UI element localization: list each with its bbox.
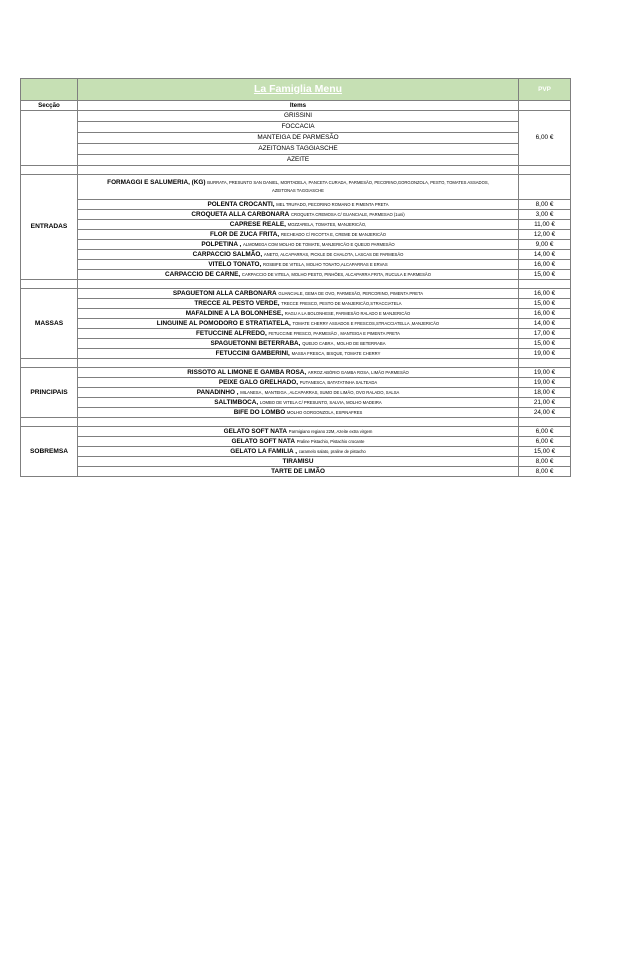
item-cell (78, 220, 519, 230)
section-name: ENTRADAS (21, 175, 78, 280)
item-name: FETUCCINI GAMBERINI, (215, 349, 290, 357)
item-name: TRECCE AL PESTO VERDE, (194, 299, 280, 307)
section-spacer (21, 359, 571, 368)
item-cell (78, 408, 519, 418)
item-price: 8,00 € (519, 457, 571, 467)
item-cell (78, 289, 519, 299)
menu-item-row (21, 427, 571, 437)
menu-item-row (21, 388, 571, 398)
starter-row (21, 144, 571, 155)
item-name: FLOR DE ZUCA FRITA, (209, 230, 280, 238)
menu-item-row (21, 368, 571, 378)
starter-item: AZEITE (78, 155, 519, 166)
starter-row (21, 111, 571, 122)
menu-sheet (20, 78, 570, 477)
section-name: SOBREMSA (21, 427, 78, 477)
item-name: GELATO SOFT NATA (231, 437, 295, 445)
item-name: CARPACCIO SALMÃO, (192, 250, 263, 258)
menu-item-row (21, 457, 571, 467)
item-price: 6,00 € (519, 437, 571, 447)
section-name: PRINCIPAIS (21, 368, 78, 418)
item-description: TOMATE CHERRY ASSADOS E FRESCOS,STRACCIATELLA ,MANJERICÃO (292, 320, 440, 326)
item-cell (78, 319, 519, 329)
item-description: MOZZARELA, TOMATES, MANJERICÃO, (287, 221, 367, 227)
menu-item-row (21, 200, 571, 210)
menu-item-row (21, 398, 571, 408)
item-cell (78, 437, 519, 447)
item-price: 21,00 € (519, 398, 571, 408)
item-name: SALTIMBOCA, (214, 398, 259, 406)
menu-item-row (21, 230, 571, 240)
item-description: caramelo salato, praline de pistacho (298, 448, 366, 454)
section-spacer (21, 418, 571, 427)
menu-item-row (21, 319, 571, 329)
section-header: Secção (21, 101, 78, 111)
menu-item-row (21, 339, 571, 349)
item-cell (78, 175, 519, 200)
item-price: 16,00 € (519, 260, 571, 270)
price-header: PVP (538, 85, 551, 93)
item-description: Parmigiano regiano 22M, Azeite extra virgem (288, 428, 373, 434)
item-price: 16,00 € (519, 289, 571, 299)
item-description: RECHEADO C/ RICOTTA E, CREME DE MANJERICÃO (280, 231, 387, 237)
menu-item-row (21, 329, 571, 339)
item-price: 14,00 € (519, 250, 571, 260)
item-cell (78, 447, 519, 457)
item-cell (78, 250, 519, 260)
item-name: SPAGUETONNI BETERRABA, (210, 339, 301, 347)
item-description: MOLHO GORGONZOLA, ESPINAFRES (286, 409, 363, 415)
item-name: CAPRESE REALE, (229, 220, 286, 228)
starter-row (21, 122, 571, 133)
item-name: TIRAMISU (282, 457, 314, 465)
section-spacer (21, 166, 571, 175)
menu-item-row (21, 349, 571, 359)
item-price: 12,00 € (519, 230, 571, 240)
item-price: 11,00 € (519, 220, 571, 230)
item-name: GELATO SOFT NATA (223, 427, 288, 435)
item-price: 15,00 € (519, 339, 571, 349)
items-header: Items (78, 101, 519, 111)
item-cell (78, 200, 519, 210)
item-cell (78, 329, 519, 339)
item-cell (78, 398, 519, 408)
menu-item-row (21, 408, 571, 418)
item-description: MILANESA , MANTEIGA , ALCAPARRAS, SUMO DE LIMÃO, OVO RALADO, SALSA (240, 389, 400, 395)
menu-item-row (21, 289, 571, 299)
item-name: BIFE DO LOMBO (233, 408, 286, 416)
item-price: 19,00 € (519, 368, 571, 378)
menu-item-row (21, 378, 571, 388)
item-name: PEIXE GALO GRELHADO, (218, 378, 299, 386)
item-description: MASSA FRESCA, BISQUE, TOMATE CHERRY (291, 350, 381, 356)
item-description: ALMOMEGA COM MOLHO DE TOMATE, MANJERICÃO E QUEIJO PARMESÃO (243, 241, 395, 247)
item-description: TRECCE FRESCO, PESTO DE MANJERICÃO,STRACCIATELA (281, 300, 402, 306)
menu-item-row (21, 175, 571, 200)
item-cell (78, 260, 519, 270)
item-name: GELATO LA FAMILIA , (230, 447, 297, 455)
item-cell (78, 309, 519, 319)
menu-item-row (21, 447, 571, 457)
item-price: 8,00 € (519, 200, 571, 210)
item-price: 14,00 € (519, 319, 571, 329)
item-price: 16,00 € (519, 309, 571, 319)
starter-item: FOCCACIA (78, 122, 519, 133)
item-price: 15,00 € (519, 270, 571, 280)
item-price: 3,00 € (519, 210, 571, 220)
starter-row (21, 133, 571, 144)
item-description: QUEIJO CABRA , MOLHO DE BETERRABA (302, 340, 386, 346)
item-price: 24,00 € (519, 408, 571, 418)
item-description: ARROZ ABÓRIO GAMBA ROSA, LIMÃO PARMESÃO (307, 369, 409, 375)
item-cell (78, 240, 519, 250)
item-description: CARPACCIO DE VITELA, MOLHO PESTO, PINHÕES, ALCAPARRA FRITA, RUCULA E PARMESÃO (241, 271, 431, 277)
menu-item-row (21, 309, 571, 319)
item-name: PANADINHO , (196, 388, 239, 396)
item-cell (78, 349, 519, 359)
starter-item: GRISSINI (78, 111, 519, 122)
item-cell (78, 457, 519, 467)
item-price: 19,00 € (519, 378, 571, 388)
item-price (519, 175, 571, 200)
starter-item: MANTEIGA DE PARMESÃO (78, 133, 519, 144)
item-name: MAFALDINE A LA BOLONHESE, (185, 309, 283, 317)
item-cell (78, 368, 519, 378)
item-price: 19,00 € (519, 349, 571, 359)
item-name: POLENTA CROCANTI, (207, 200, 275, 208)
item-description: Praline Pistachio, Pistachio crocante (296, 438, 365, 444)
item-name: VITELO TONATO, (208, 260, 262, 268)
item-name: CARPACCIO DE CARNE, (165, 270, 241, 278)
item-name: TARTE DE LIMÃO (271, 467, 325, 475)
item-cell (78, 299, 519, 309)
item-name: FETUCCINE ALFREDO, (196, 329, 267, 337)
starter-row (21, 155, 571, 166)
item-price: 18,00 € (519, 388, 571, 398)
item-price: 17,00 € (519, 329, 571, 339)
item-name: POLPETINA , (201, 240, 242, 248)
menu-table (20, 78, 571, 477)
item-cell (78, 467, 519, 477)
item-description: BURRATA, PRESUNTO SAN DANIEL, MORTADELA, PANCETA CURADA, PARMESÃO, PECORINO,GORGONZOLA, PESTO, TOMATES ASSADOS, AZEITONAS TAGGIASCHE (207, 180, 489, 193)
item-description: PUTANESCA, BATATATINHA SALTEADA (299, 379, 378, 385)
title-row (21, 79, 571, 101)
item-name: CROQUETA ALLA CARBONARA (191, 210, 290, 218)
section-spacer (21, 280, 571, 289)
menu-title-cell (78, 79, 519, 101)
menu-item-row (21, 220, 571, 230)
menu-title: La Famiglia Menu (253, 82, 343, 95)
starter-price: 6,00 € (519, 111, 571, 166)
item-price: 9,00 € (519, 240, 571, 250)
menu-item-row (21, 260, 571, 270)
item-price: 6,00 € (519, 427, 571, 437)
section-name: MASSAS (21, 289, 78, 359)
menu-item-row (21, 240, 571, 250)
menu-item-row (21, 210, 571, 220)
menu-item-row (21, 467, 571, 477)
menu-item-row (21, 299, 571, 309)
item-description: ANETO, ALCAPARRAS, PICKLE DE CHALOTA, LASCAS DE PARMESÃO (263, 251, 404, 257)
menu-item-row (21, 437, 571, 447)
item-price: 15,00 € (519, 299, 571, 309)
item-price: 15,00 € (519, 447, 571, 457)
item-description: FETUCCINE FRESCO, PARMESÃO , MANTEIGA E PIMENTA PRETA (268, 330, 400, 336)
item-name: RISSOTO AL LIMONE E GAMBA ROSA, (187, 368, 307, 376)
item-cell (78, 210, 519, 220)
item-cell (78, 339, 519, 349)
column-header-row (21, 101, 571, 111)
item-description: GUANCIALE, GEMA DE OVO, PARMESÃO, PERCORINO, PIMENTA PRETA (278, 290, 424, 296)
menu-item-row (21, 250, 571, 260)
item-cell (78, 388, 519, 398)
item-cell (78, 270, 519, 280)
item-description: MEL TRUFADO, PECORINO ROMANO E PIMENTA PRETA (276, 201, 389, 207)
item-description: ROSBIFE DE VITELA, MOLHO TONATO,ALCAPARRAS E ERVAS (262, 261, 388, 267)
item-name: LINGUINE AL POMODORO E STRATIATELA, (156, 319, 291, 327)
item-description: RAGU A LA BOLONHESE, PARMESÃO RALADO E MANJERICÃO (284, 310, 411, 316)
item-price: 8,00 € (519, 467, 571, 477)
starter-item: AZEITONAS TAGGIASCHE (78, 144, 519, 155)
item-name: SPAGUETONI ALLA CARBONARA (172, 289, 277, 297)
item-cell (78, 378, 519, 388)
item-description: CROQUETA CREMOSA C/ GUANCIALE, PARMESAO (1uni) (290, 211, 405, 217)
item-cell (78, 427, 519, 437)
item-cell (78, 230, 519, 240)
price-header-cell (519, 79, 571, 101)
item-name: FORMAGGI E SALUMERIA, (KG) (107, 179, 206, 186)
item-description: LOMBO DE VITELA C/ PRESUNTO, SALVIA, MOLHO MADEIRA (259, 399, 382, 405)
menu-item-row (21, 270, 571, 280)
